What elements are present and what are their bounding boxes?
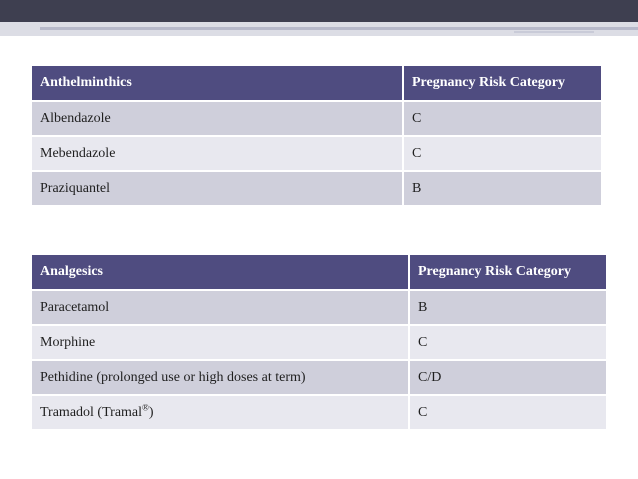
drug-name-suffix: ) bbox=[148, 404, 154, 420]
risk-category-cell: C bbox=[409, 395, 607, 430]
analgesics-table bbox=[30, 253, 608, 431]
risk-category-cell: C/D bbox=[409, 360, 607, 395]
drug-name-cell: Praziquantel bbox=[31, 171, 403, 206]
accent-strip bbox=[40, 27, 638, 30]
drug-name-cell: Morphine bbox=[31, 325, 409, 360]
registered-trademark-mark: ® bbox=[142, 401, 149, 412]
column-header-drug: Anthelminthics bbox=[31, 65, 403, 101]
accent-band bbox=[0, 22, 638, 36]
table-row bbox=[31, 171, 602, 206]
table-row bbox=[31, 360, 607, 395]
risk-category-cell: B bbox=[409, 290, 607, 325]
drug-name-cell: Pethidine (prolonged use or high doses at term) bbox=[31, 360, 409, 395]
table-row bbox=[31, 325, 607, 360]
table-row bbox=[31, 136, 602, 171]
top-decorative-bar bbox=[0, 0, 638, 22]
drug-name-cell: Mebendazole bbox=[31, 136, 403, 171]
table-row bbox=[31, 101, 602, 136]
anthelminthics-table bbox=[30, 64, 603, 207]
risk-category-cell: B bbox=[403, 171, 602, 206]
drug-name-text: Tramadol (Tramal bbox=[40, 404, 143, 420]
column-header-drug: Analgesics bbox=[31, 254, 409, 290]
risk-category-cell: C bbox=[403, 136, 602, 171]
table-row bbox=[31, 395, 607, 430]
table-header-row bbox=[31, 254, 607, 290]
risk-category-cell: C bbox=[403, 101, 602, 136]
table-header-row bbox=[31, 65, 602, 101]
accent-strip-short bbox=[514, 31, 594, 33]
column-header-risk: Pregnancy Risk Category bbox=[403, 65, 602, 101]
table-row bbox=[31, 290, 607, 325]
drug-name-cell bbox=[31, 395, 409, 430]
drug-name-cell: Paracetamol bbox=[31, 290, 409, 325]
drug-name-cell: Albendazole bbox=[31, 101, 403, 136]
column-header-risk: Pregnancy Risk Category bbox=[409, 254, 607, 290]
risk-category-cell: C bbox=[409, 325, 607, 360]
